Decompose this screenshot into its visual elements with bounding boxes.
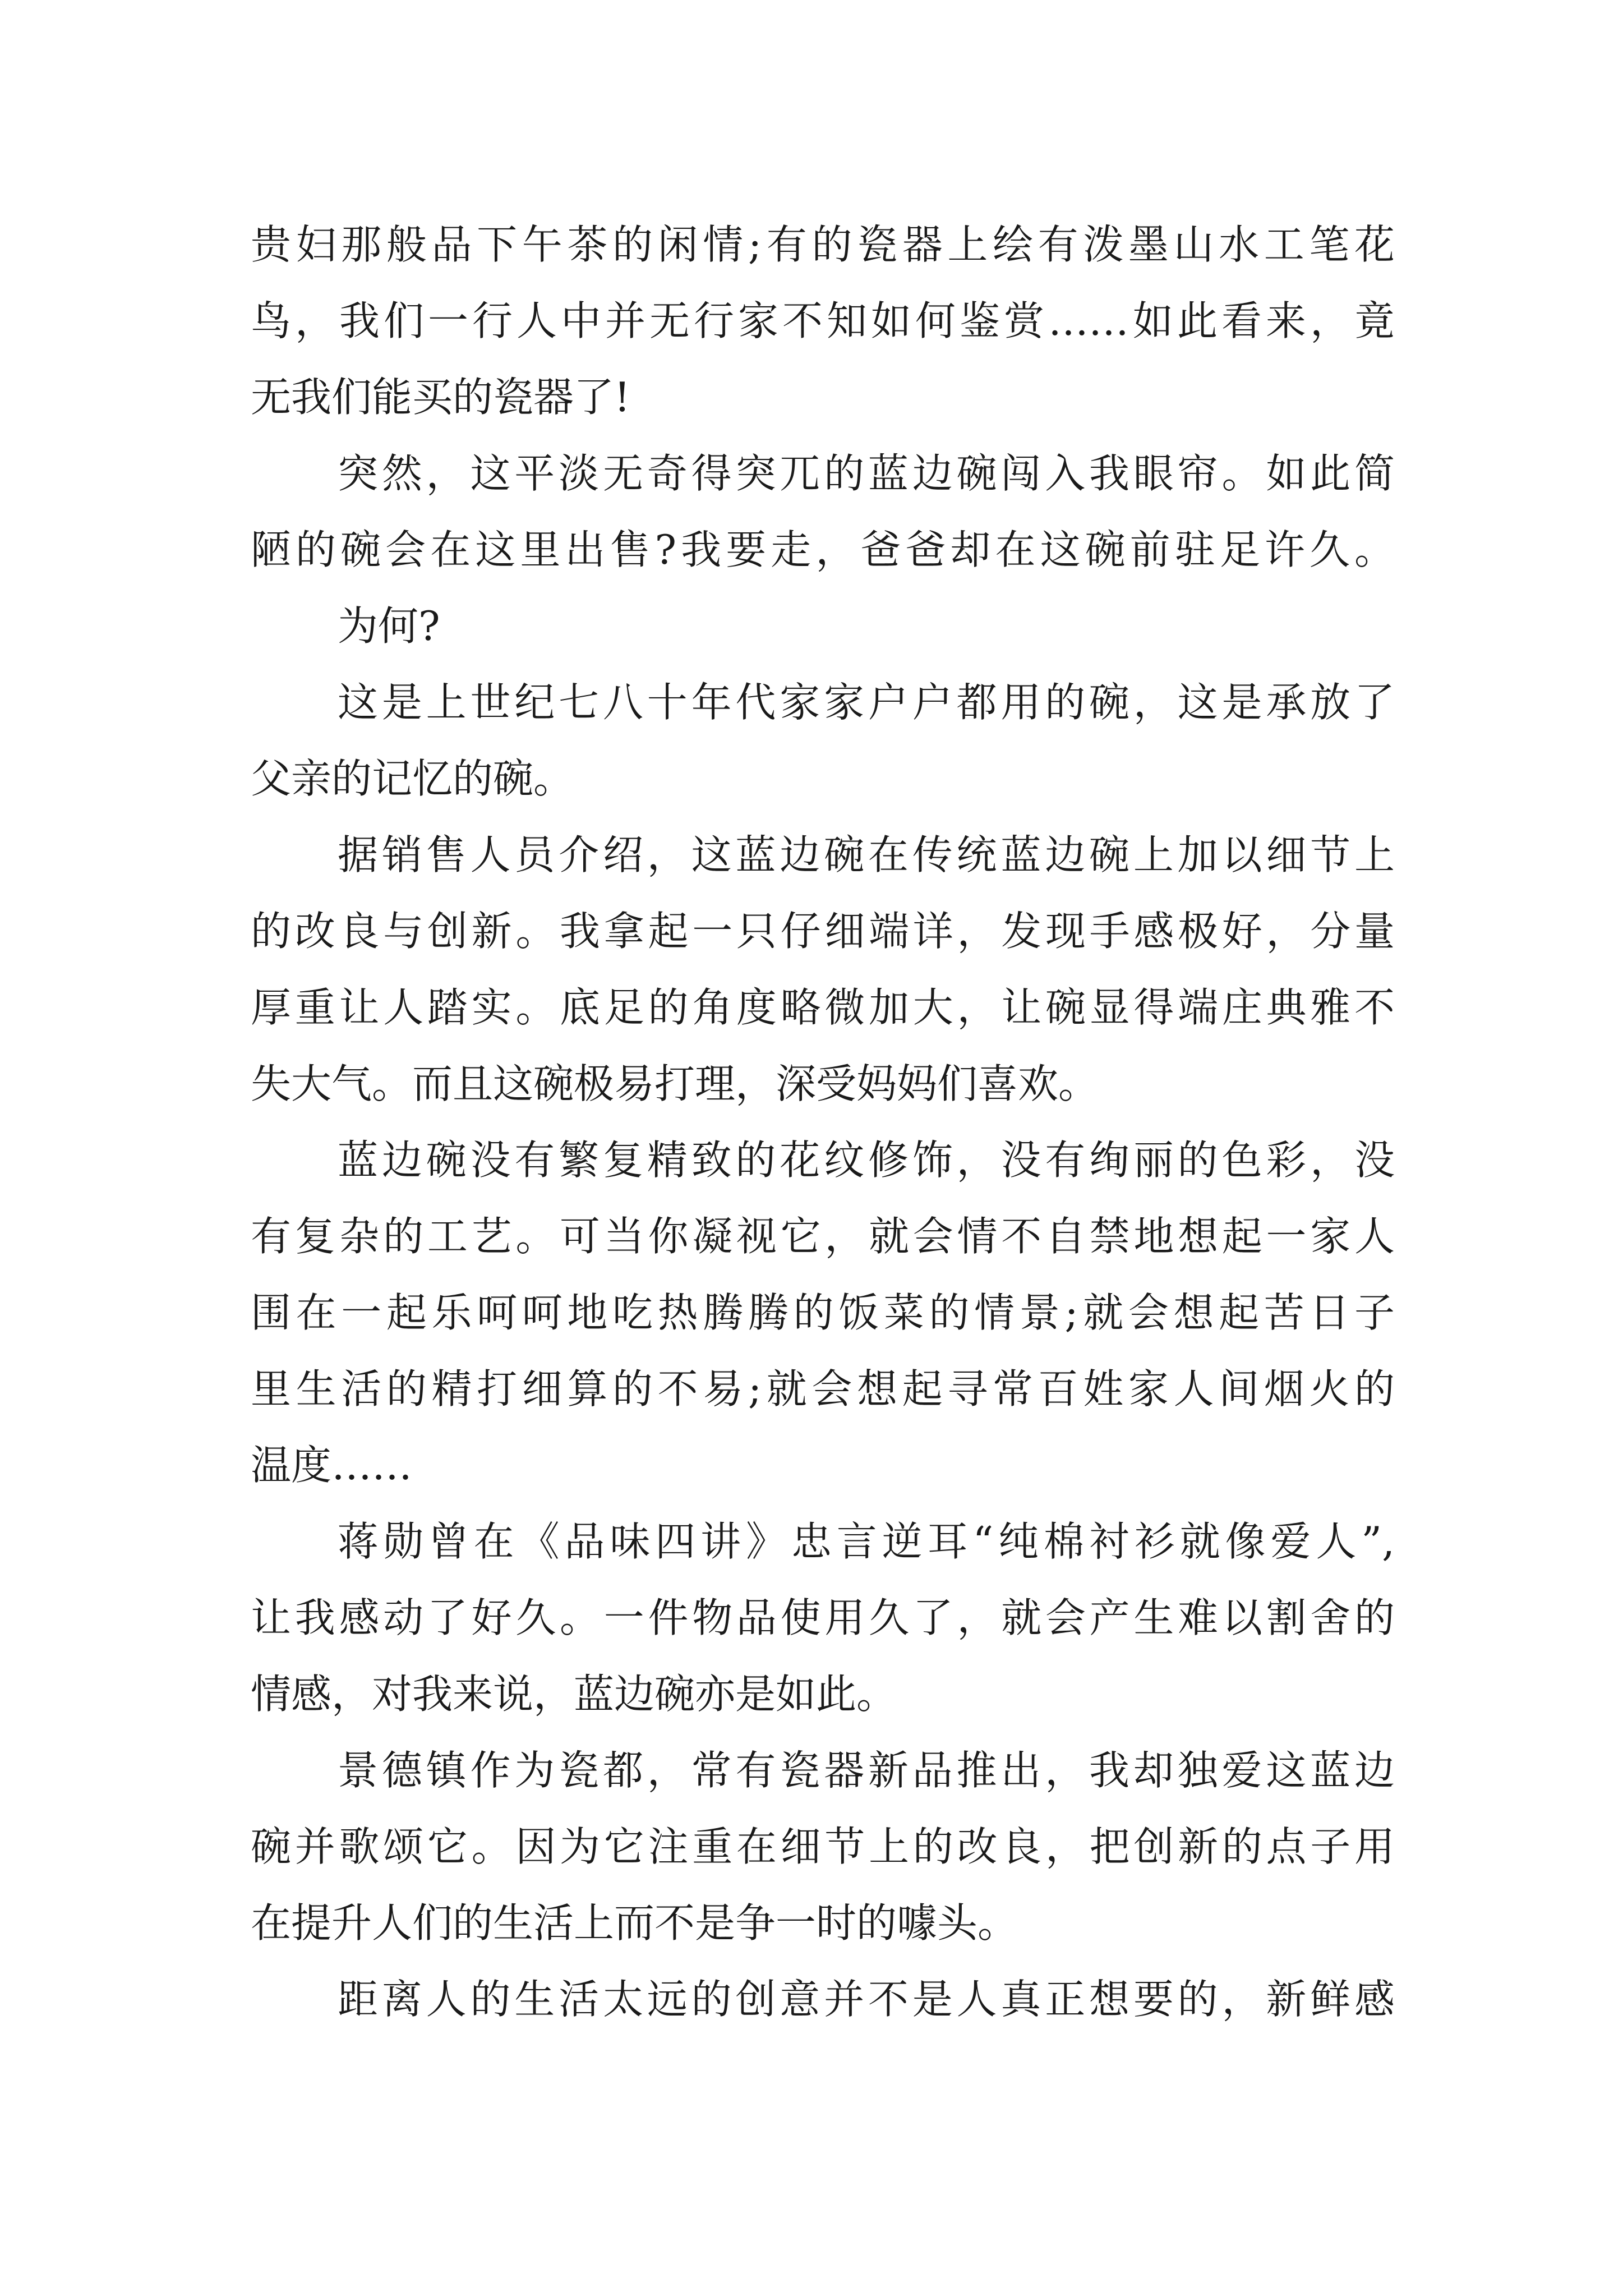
- text-line: 失大气。而且这碗极易打理，深受妈妈们喜欢。: [251, 1060, 1099, 1107]
- text-line: 景德镇作为瓷都，常有瓷器新品推出，我却独爱这蓝边: [338, 1747, 1395, 1794]
- text-line: 无我们能买的瓷器了!: [251, 374, 630, 421]
- text-line: 为何?: [338, 602, 440, 650]
- text-line: 碗并歌颂它。因为它注重在细节上的改良，把创新的点子用: [251, 1823, 1395, 1870]
- text-line: 让我感动了好久。一件物品使用久了，就会产生难以割舍的: [251, 1594, 1395, 1641]
- text-line: 突然，这平淡无奇得突兀的蓝边碗闯入我眼帘。如此简: [338, 450, 1395, 497]
- text-line: 围在一起乐呵呵地吃热腾腾的饭菜的情景;就会想起苦日子: [251, 1289, 1395, 1336]
- text-line: 蒋勋曾在《品味四讲》忠言逆耳“纯棉衬衫就像爱人”,: [338, 1518, 1395, 1565]
- text-line: 贵妇那般品下午茶的闲情;有的瓷器上绘有泼墨山水工笔花: [251, 221, 1395, 268]
- text-line: 蓝边碗没有繁复精致的花纹修饰，没有绚丽的色彩，没: [338, 1137, 1395, 1184]
- text-line: 在提升人们的生活上而不是争一时的噱头。: [251, 1899, 1018, 1947]
- text-line: 的改良与创新。我拿起一只仔细端详，发现手感极好，分量: [251, 908, 1395, 955]
- text-line: 据销售人员介绍，这蓝边碗在传统蓝边碗上加以细节上: [338, 831, 1395, 878]
- text-line: 陋的碗会在这里出售?我要走，爸爸却在这碗前驻足许久。: [251, 526, 1395, 573]
- text-line: 有复杂的工艺。可当你凝视它，就会情不自禁地想起一家人: [251, 1213, 1395, 1260]
- document-body: [251, 206, 1395, 2037]
- text-line: 温度……: [251, 1442, 413, 1489]
- text-line: 距离人的生活太远的创意并不是人真正想要的，新鲜感: [338, 1976, 1395, 2023]
- text-line: 这是上世纪七八十年代家家户户都用的碗，这是承放了: [338, 679, 1395, 726]
- text-line: 父亲的记忆的碗。: [251, 755, 574, 802]
- text-line: 里生活的精打细算的不易;就会想起寻常百姓家人间烟火的: [251, 1365, 1395, 1412]
- text-line: 鸟，我们一行人中并无行家不知如何鉴赏……如此看来，竟: [251, 297, 1395, 344]
- text-line: 情感，对我来说，蓝边碗亦是如此。: [251, 1671, 897, 1718]
- text-line: 厚重让人踏实。底足的角度略微加大，让碗显得端庄典雅不: [251, 984, 1395, 1031]
